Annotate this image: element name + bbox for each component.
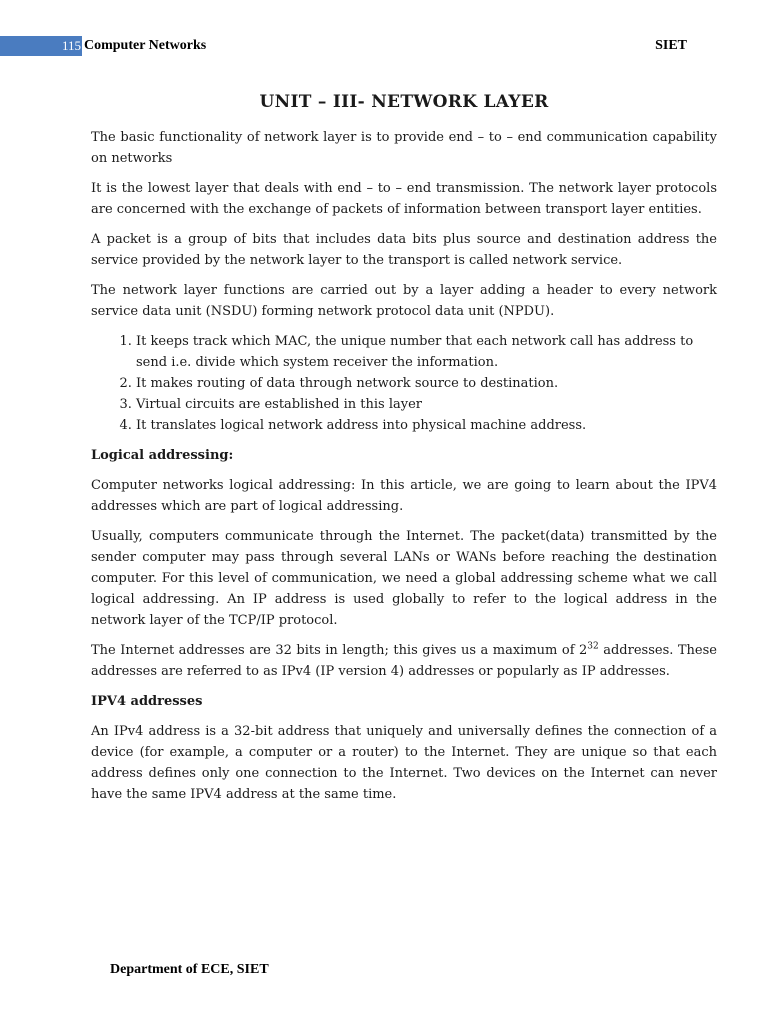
page-number: 115	[62, 38, 82, 53]
course-title: Computer Networks	[84, 38, 207, 53]
paragraph: An IPv4 address is a 32-bit address that uniquely and universally defines the connection of a device (for example, a computer or a router) to the Internet. They are unique so that each address defines only one connection to the Internet. Two devices on the Internet can never have the same IPV4 address at the same time.	[91, 724, 717, 802]
section-heading-ipv4: IPV4 addresses	[91, 694, 203, 709]
paragraph: Computer networks logical addressing: In this article, we are going to learn about the IPV4 addresses which are part of logical addressing.	[91, 478, 717, 514]
page-footer: Department of ECE, SIET	[110, 962, 269, 977]
list-item: 2. It makes routing of data through network source to destination.	[136, 373, 717, 394]
bits-text-after: addresses. These addresses are referred to as IPv4 (IP version 4) addresses or popularly as IP addresses.	[91, 643, 717, 679]
paragraph: The network layer functions are carried out by a layer adding a header to every network service data unit (NSDU) forming network protocol data unit (NPDU).	[91, 283, 717, 319]
college-name: SIET	[655, 38, 687, 53]
list-item: 1. It keeps track which MAC, the unique number that each network call has address to send i.e. divide which system receiver the information.	[136, 331, 717, 373]
section-heading-logical-addressing: Logical addressing:	[91, 448, 234, 463]
list-item: 3. Virtual circuits are established in this layer	[136, 394, 717, 415]
bits-exponent: 32	[587, 641, 599, 652]
paragraph: A packet is a group of bits that includes data bits plus source and destination address the service provided by the network layer to the transport is called network service.	[91, 232, 717, 268]
paragraph: It is the lowest layer that deals with end – to – end transmission. The network layer protocols are concerned with the exchange of packets of information between transport layer entities.	[91, 181, 717, 217]
paragraph-address-bits	[91, 640, 717, 682]
unit-title: UNIT – III- NETWORK LAYER	[259, 92, 549, 112]
page-content	[91, 92, 717, 814]
bits-text-before: The Internet addresses are 32 bits in length; this gives us a maximum of 2	[91, 643, 588, 658]
list-item: 4. It translates logical network address into physical machine address.	[136, 415, 717, 436]
paragraph: The basic functionality of network layer is to provide end – to – end communication capability on networks	[91, 130, 717, 166]
functions-list	[91, 331, 717, 436]
paragraph: Usually, computers communicate through the Internet. The packet(data) transmitted by the sender computer may pass through several LANs or WANs before reaching the destination computer. For this level of communication, we need a global addressing scheme what we call logical addressing. An IP address is used globally to refer to the logical address in the network layer of the TCP/IP protocol.	[91, 529, 717, 628]
